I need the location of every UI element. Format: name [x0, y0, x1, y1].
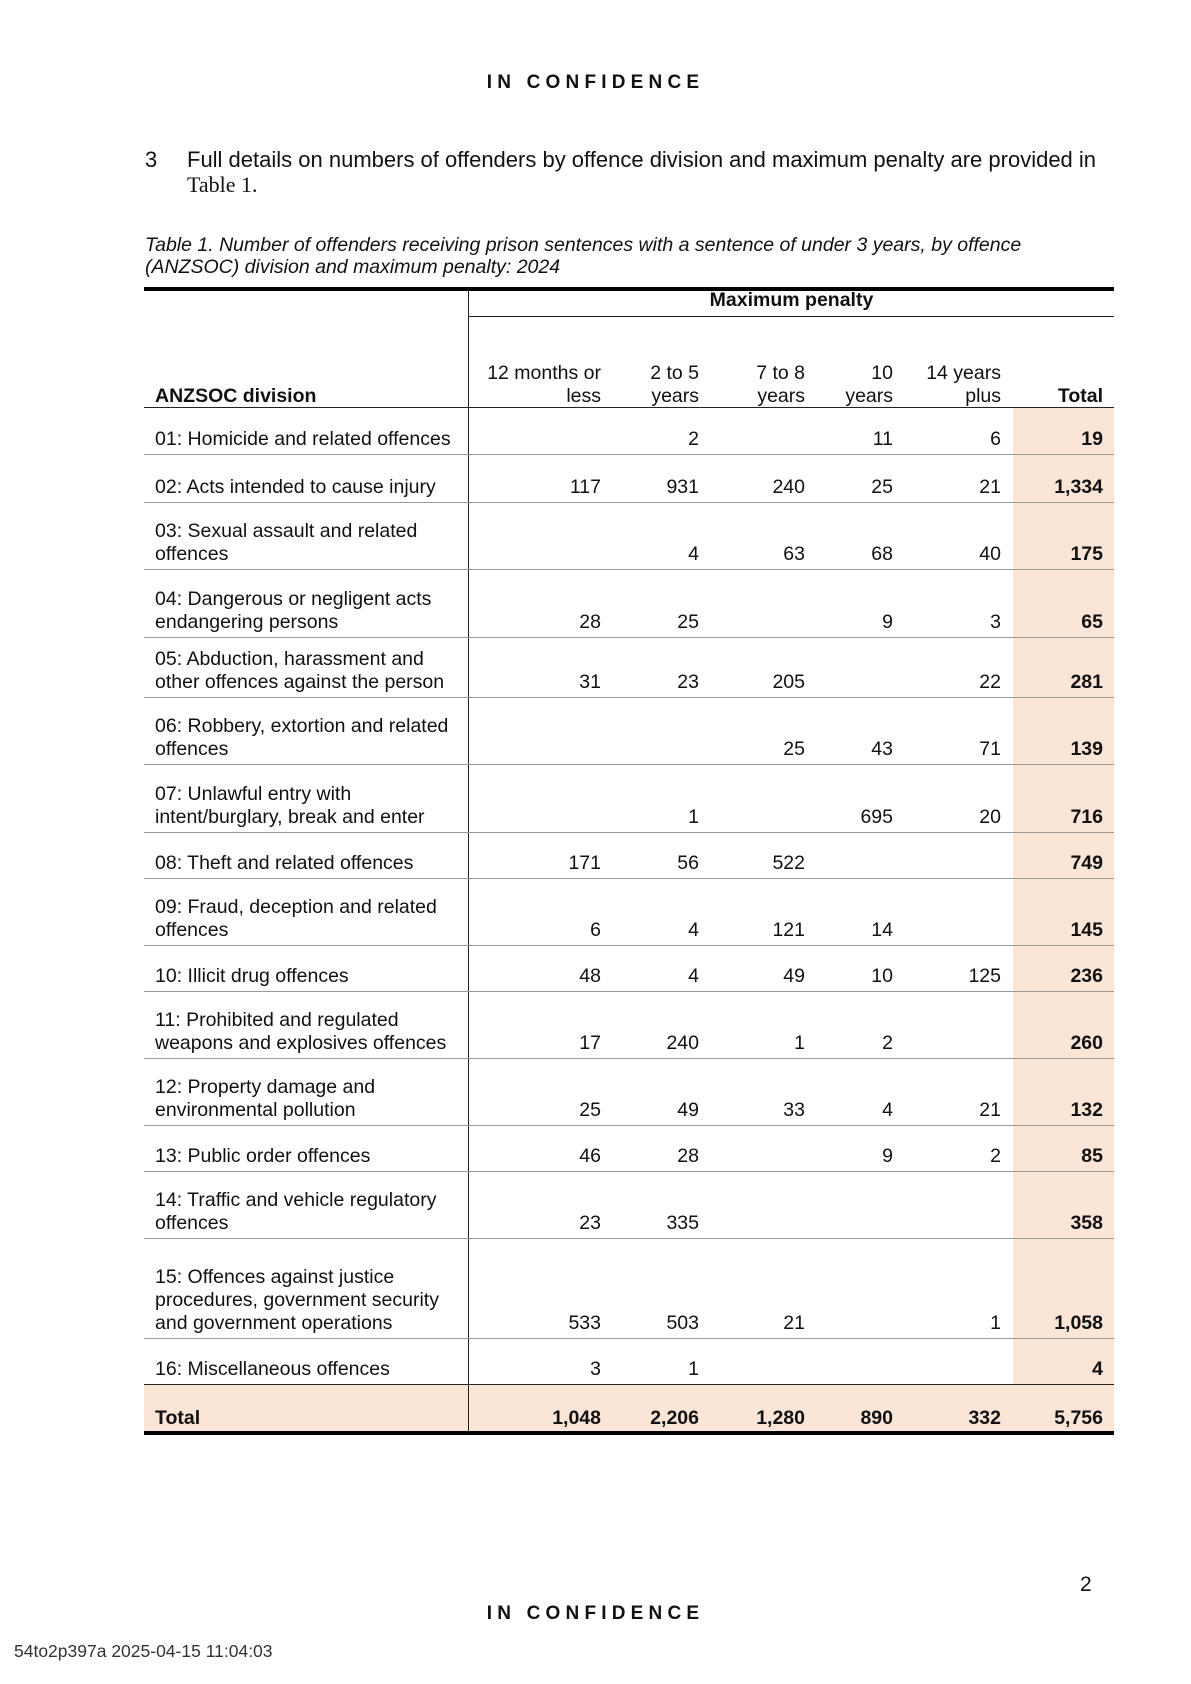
row-label: 11: Prohibited and regulated weapons and explosives offences	[155, 1009, 447, 1054]
table-reference-link[interactable]: Table 1.	[187, 172, 258, 197]
paragraph-number: 3	[145, 147, 158, 172]
row-total: 281	[1070, 671, 1103, 693]
row-value: 17	[579, 1032, 601, 1054]
row-total: 358	[1070, 1212, 1103, 1234]
row-value: 31	[579, 671, 601, 693]
row-label: 14: Traffic and vehicle regulatory offences	[155, 1189, 437, 1234]
row-label: 10: Illicit drug offences	[155, 965, 349, 987]
row-value: 20	[979, 806, 1001, 828]
row-value: 4	[688, 919, 699, 941]
row-value: 9	[882, 1145, 893, 1167]
row-total: 175	[1070, 543, 1103, 565]
row-separator	[144, 697, 1114, 698]
row-value: 43	[871, 738, 893, 760]
row-total: 145	[1070, 919, 1103, 941]
row-value: 23	[677, 671, 699, 693]
row-value: 40	[979, 543, 1001, 565]
row-value: 4	[882, 1099, 893, 1121]
row-value: 25	[677, 611, 699, 633]
row-total: 749	[1070, 852, 1103, 874]
row-value: 3	[590, 1358, 601, 1380]
row-total: 4	[1092, 1358, 1103, 1380]
data-table	[144, 287, 1114, 1437]
row-total: 716	[1070, 806, 1103, 828]
document-id-timestamp: 54to2p397a 2025-04-15 11:04:03	[14, 1641, 273, 1661]
row-separator	[144, 991, 1114, 992]
row-separator	[144, 1338, 1114, 1339]
row-total: 139	[1070, 738, 1103, 760]
row-value: 25	[783, 738, 805, 760]
row-label: 13: Public order offences	[155, 1145, 371, 1167]
row-value: 6	[990, 428, 1001, 450]
row-value: 6	[590, 919, 601, 941]
row-value: 125	[968, 965, 1001, 987]
footer-classification: IN CONFIDENCE	[486, 1603, 705, 1624]
row-total: 19	[1081, 428, 1103, 450]
col-header-12-months: 12 months or less	[487, 362, 601, 407]
row-value: 931	[666, 476, 699, 498]
row-value: 240	[772, 476, 805, 498]
table-caption: Table 1. Number of offenders receiving prison sentences with a sentence of under 3 years, by offence (ANZSOC) division and maximum penalty: 2024	[145, 234, 1022, 278]
row-value: 117	[569, 476, 601, 498]
row-total: 1,058	[1054, 1312, 1103, 1334]
row-value: 522	[772, 852, 805, 874]
row-label: 02: Acts intended to cause injury	[155, 476, 436, 498]
row-value: 14	[871, 919, 893, 941]
row-value: 49	[677, 1099, 699, 1121]
col-header-10-years: 10 years	[845, 362, 893, 407]
row-separator	[144, 1125, 1114, 1126]
row-value: 28	[677, 1145, 699, 1167]
group-header-underline	[468, 316, 1114, 317]
total-row-label: Total	[155, 1407, 201, 1429]
row-value: 56	[677, 852, 699, 874]
row-value: 9	[882, 611, 893, 633]
row-value: 22	[979, 671, 1001, 693]
row-value: 11	[872, 428, 893, 450]
row-value: 695	[860, 806, 893, 828]
total-12-months: 1,048	[552, 1407, 601, 1429]
label-column-divider	[468, 289, 469, 1432]
paragraph-text	[187, 147, 1107, 197]
row-total: 260	[1070, 1032, 1103, 1054]
row-total: 65	[1081, 611, 1103, 633]
row-label: 05: Abduction, harassment and other offences against the person	[155, 648, 445, 693]
row-total: 132	[1070, 1099, 1103, 1121]
row-label: 12: Property damage and environmental pollution	[155, 1076, 376, 1121]
row-value: 2	[688, 428, 699, 450]
row-separator	[144, 637, 1114, 638]
row-separator	[144, 1171, 1114, 1172]
col-header-7-to-8-years: 7 to 8 years	[756, 362, 805, 407]
row-header-anzsoc-division: ANZSOC division	[155, 385, 317, 407]
row-total: 85	[1081, 1145, 1103, 1167]
row-value: 33	[783, 1099, 805, 1121]
row-value: 21	[979, 476, 1001, 498]
row-separator	[144, 502, 1114, 503]
row-value: 2	[990, 1145, 1001, 1167]
row-value: 48	[579, 965, 601, 987]
total-row-top-border	[144, 1384, 1114, 1385]
row-value: 503	[666, 1312, 699, 1334]
row-value: 71	[979, 738, 1001, 760]
row-label: 06: Robbery, extortion and related offences	[155, 715, 449, 760]
row-label: 16: Miscellaneous offences	[155, 1358, 390, 1380]
row-value: 1	[688, 1358, 699, 1380]
col-header-total: Total	[1057, 385, 1103, 407]
row-value: 1	[688, 806, 699, 828]
row-label: 15: Offences against justice procedures, government security and government operations	[155, 1266, 439, 1334]
row-separator	[144, 945, 1114, 946]
col-header-14-years-plus: 14 years plus	[926, 362, 1001, 407]
row-label: 04: Dangerous or negligent acts endangering persons	[155, 588, 432, 633]
row-separator	[144, 1238, 1114, 1239]
total-10-years: 890	[860, 1407, 893, 1429]
row-label: 01: Homicide and related offences	[155, 428, 451, 450]
row-label: 09: Fraud, deception and related offences	[155, 896, 437, 941]
grand-total: 5,756	[1054, 1407, 1103, 1429]
row-separator	[144, 764, 1114, 765]
row-label: 07: Unlawful entry with intent/burglary, break and enter	[155, 783, 425, 828]
row-separator	[144, 878, 1114, 879]
row-separator	[144, 832, 1114, 833]
row-total: 236	[1070, 965, 1103, 987]
row-value: 240	[666, 1032, 699, 1054]
row-value: 1	[794, 1032, 805, 1054]
row-value: 28	[579, 611, 601, 633]
col-header-2-to-5-years: 2 to 5 years	[650, 362, 699, 407]
row-value: 2	[882, 1032, 893, 1054]
row-value: 21	[783, 1312, 805, 1334]
total-14-years-plus: 332	[968, 1407, 1001, 1429]
row-value: 21	[979, 1099, 1001, 1121]
row-value: 121	[772, 919, 805, 941]
row-value: 4	[688, 543, 699, 565]
total-2-to-5-years: 2,206	[650, 1407, 699, 1429]
row-value: 49	[783, 965, 805, 987]
row-value: 171	[568, 852, 601, 874]
row-value: 205	[772, 671, 805, 693]
row-value: 46	[579, 1145, 601, 1167]
row-separator	[144, 454, 1114, 455]
total-7-to-8-years: 1,280	[756, 1407, 805, 1429]
group-header-maximum-penalty: Maximum penalty	[709, 289, 874, 311]
row-total: 1,334	[1054, 476, 1103, 498]
row-separator	[144, 1058, 1114, 1059]
row-value: 533	[568, 1312, 601, 1334]
row-value: 10	[871, 965, 893, 987]
row-value: 3	[990, 611, 1001, 633]
row-label: 03: Sexual assault and related offences	[155, 520, 418, 565]
row-separator	[144, 569, 1114, 570]
table-bottom-border	[144, 1431, 1114, 1435]
row-value: 335	[666, 1212, 699, 1234]
row-value: 63	[783, 543, 805, 565]
row-value: 4	[688, 965, 699, 987]
row-value: 1	[990, 1312, 1001, 1334]
header-bottom-border	[144, 407, 1114, 408]
paragraph-body: Full details on numbers of offenders by offence division and maximum penalty are provided in	[187, 147, 1097, 172]
header-classification: IN CONFIDENCE	[486, 72, 705, 93]
row-value: 25	[579, 1099, 601, 1121]
row-value: 25	[871, 476, 893, 498]
page-number: 2	[1080, 1573, 1092, 1596]
row-value: 68	[871, 543, 893, 565]
row-label: 08: Theft and related offences	[155, 852, 414, 874]
row-value: 23	[579, 1212, 601, 1234]
